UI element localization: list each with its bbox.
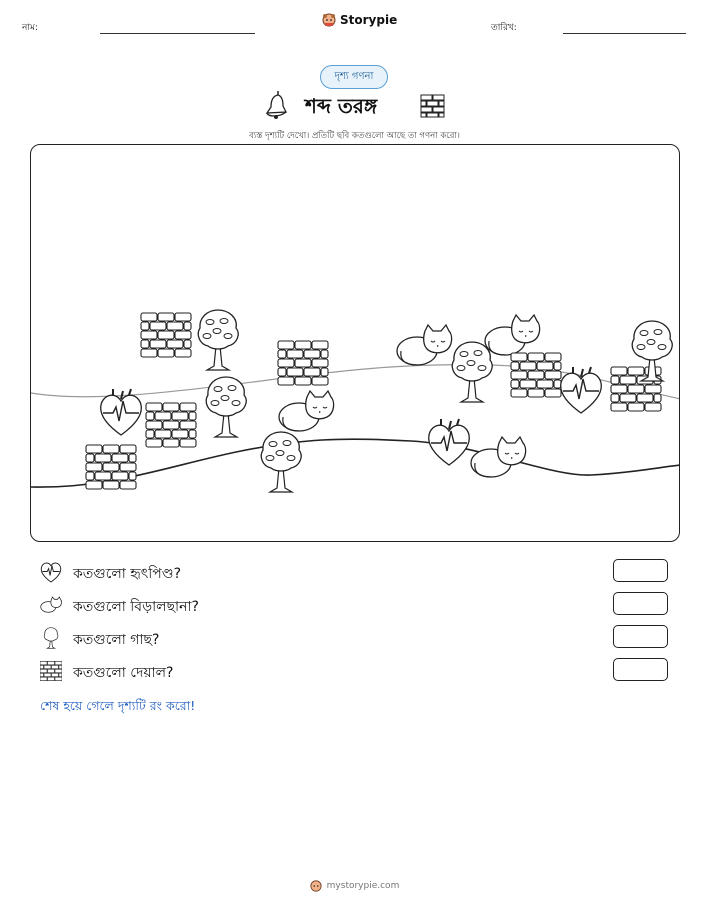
tree [198,310,238,370]
answer-box-wall[interactable] [613,658,668,681]
cat-icon [40,594,62,616]
tree [261,432,301,492]
heart [429,419,470,465]
footer [0,880,709,892]
cat [279,391,334,431]
question-text: কতগুলো দেয়াল? [73,665,174,681]
wall [86,445,136,489]
bell-icon [262,90,288,122]
wall-icon [420,94,446,118]
wall-icon [40,660,62,682]
cat [397,325,452,365]
name-label: নাম: [22,23,39,33]
question-row [40,559,680,585]
category-badge: দৃশ্য গণনা [320,65,388,89]
wall [146,403,196,447]
tree [206,377,246,437]
storypie-mascot-icon [322,13,336,27]
question-text: কতগুলো হৃৎপিণ্ড? [73,566,182,582]
footer-url[interactable]: mystorypie.com [326,881,400,891]
cat [471,437,526,477]
name-line[interactable] [100,33,255,34]
wall [141,313,191,357]
brand-name: Storypie [340,13,398,27]
page-title: শব্দ তরঙ্গ [305,94,378,118]
wall [278,341,328,385]
date-label: তারিখ: [491,23,517,33]
storypie-mascot-icon [310,880,322,892]
question-row [40,658,680,684]
tree [452,342,492,402]
answer-box-heart[interactable] [613,559,668,582]
counting-scene [30,144,680,542]
finish-note: শেষ হয়ে গেলে দৃশ্যটি রং করো! [40,698,196,713]
scene-drawing [31,145,680,542]
cat [485,315,540,355]
heart-icon [40,561,62,583]
answer-box-tree[interactable] [613,625,668,648]
heart [561,367,602,413]
answer-box-cat[interactable] [613,592,668,615]
question-text: কতগুলো বিড়ালছানা? [73,599,199,615]
date-line[interactable] [563,33,686,34]
heart [101,389,142,435]
brand-logo [322,13,397,27]
question-row [40,592,680,618]
wall [511,353,561,397]
title-row [0,90,709,120]
question-row [40,625,680,651]
tree-icon [40,627,62,649]
question-text: কতগুলো গাছ? [73,632,160,648]
instructions: ব্যস্ত দৃশ্যটি দেখো। প্রতিটি ছবি কতগুলো আছে তা গণনা করো। [249,131,460,141]
